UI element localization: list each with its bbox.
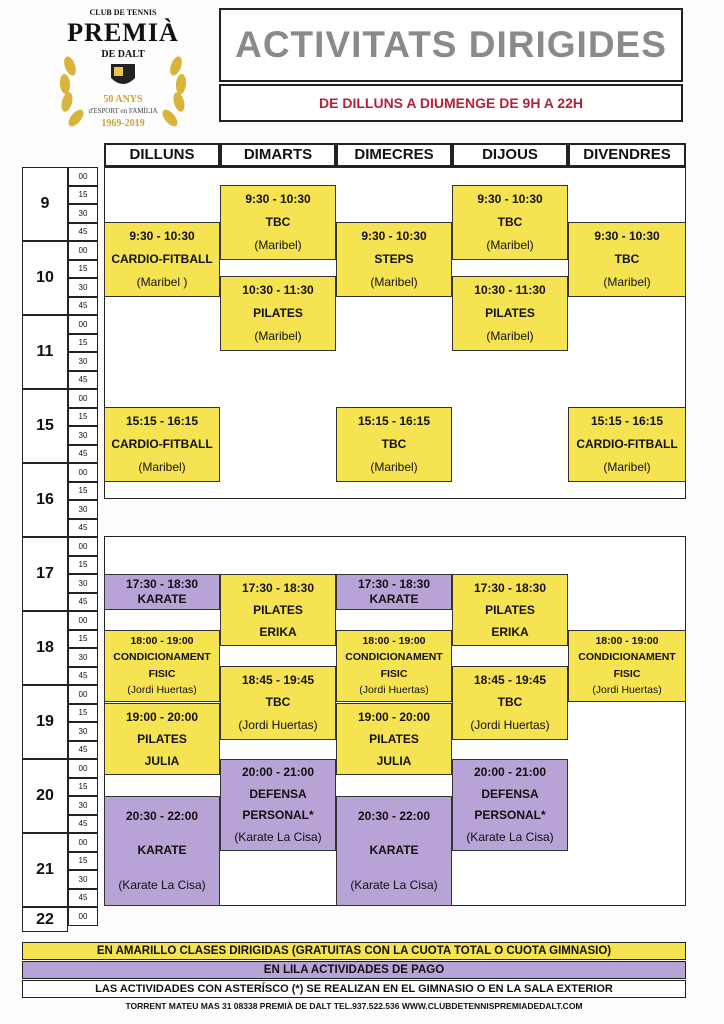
minute-label: 15 (68, 852, 98, 871)
activity-block (220, 666, 336, 740)
minute-label: 00 (68, 611, 98, 630)
activity-instructor: (Maribel) (370, 275, 418, 289)
minute-label: 45 (68, 741, 98, 760)
activity-time: 17:30 - 18:30 (473, 580, 547, 595)
activity-time: 9:30 - 10:30 (245, 192, 311, 206)
activity-name: TBC (497, 695, 523, 710)
activity-block (336, 407, 452, 482)
activity-time: 18:00 - 19:00 (595, 634, 659, 647)
hour-label: 17 (22, 537, 68, 611)
activity-name: KARATE (137, 843, 187, 858)
activity-time: 20:30 - 22:00 (357, 808, 431, 823)
legend-paid-activities: EN LILA ACTIVIDADES DE PAGO (22, 961, 686, 979)
minute-label: 00 (68, 759, 98, 778)
activity-time: 18:00 - 19:00 (130, 634, 194, 647)
minute-label: 45 (68, 445, 98, 464)
activity-time: 15:15 - 16:15 (590, 414, 664, 428)
minute-label: 30 (68, 722, 98, 741)
activity-instructor: (Maribel ) (136, 275, 188, 289)
hour-label: 22 (22, 907, 68, 932)
activity-block (104, 703, 220, 775)
activity-time: 18:45 - 19:45 (473, 672, 547, 687)
minute-label: 30 (68, 352, 98, 371)
activity-instructor: (Jordi Huertas) (592, 684, 662, 697)
minute-label: 45 (68, 815, 98, 834)
activity-block (220, 574, 336, 646)
logo-subname: DE DALT (101, 49, 145, 60)
minute-label: 00 (68, 167, 98, 186)
activity-instructor: (Jordi Huertas) (127, 684, 197, 697)
activity-time: 19:00 - 20:00 (357, 709, 431, 724)
activity-time: 9:30 - 10:30 (129, 229, 195, 243)
hour-label: 15 (22, 389, 68, 463)
footer-address: TORRENT MATEU MAS 31 08338 PREMIÀ DE DALT TEL.937.522.536 WWW.CLUBDETENNISPREMIADEDALT.COM (125, 1001, 583, 1011)
minute-label: 45 (68, 519, 98, 538)
minute-label: 30 (68, 426, 98, 445)
hour-label: 21 (22, 833, 68, 907)
minute-label: 30 (68, 796, 98, 815)
activity-name: FISIC (380, 667, 408, 680)
hour-label: 16 (22, 463, 68, 537)
activity-name: PERSONAL* (474, 808, 546, 823)
minute-label: 00 (68, 537, 98, 556)
activity-time: 15:15 - 16:15 (357, 414, 431, 428)
activity-name: CARDIO-FITBALL (111, 437, 213, 451)
hour-label: 18 (22, 611, 68, 685)
activity-instructor: (Karate La Cisa) (118, 878, 206, 893)
activity-time: 18:45 - 19:45 (241, 672, 315, 687)
activity-name: PILATES (253, 602, 303, 617)
minute-label: 30 (68, 574, 98, 593)
activity-block (104, 407, 220, 482)
minute-label: 30 (68, 648, 98, 667)
hour-label: 19 (22, 685, 68, 759)
activity-name: PILATES (485, 306, 535, 320)
activity-name: KARATE (369, 592, 419, 606)
activity-name: CONDICIONAMENT (113, 651, 211, 664)
activity-name: CONDICIONAMENT (345, 651, 443, 664)
activity-time: 18:00 - 19:00 (362, 634, 426, 647)
day-header-monday: DILLUNS (104, 143, 220, 167)
activity-block-paid (220, 759, 336, 851)
activity-name: TBC (381, 437, 407, 451)
minute-label: 15 (68, 186, 98, 205)
activity-instructor: ERIKA (491, 624, 529, 639)
minute-label: 45 (68, 593, 98, 612)
activity-name: CARDIO-FITBALL (576, 437, 678, 451)
minute-label: 30 (68, 278, 98, 297)
minute-label: 00 (68, 389, 98, 408)
legend-free-classes: EN AMARILLO CLASES DIRIGIDAS (GRATUITAS CON LA CUOTA TOTAL O CUOTA GIMNASIO) (22, 942, 686, 960)
activity-block (336, 630, 452, 702)
activity-instructor: (Maribel) (486, 238, 534, 252)
activity-block-paid (104, 574, 220, 610)
activity-block-paid (104, 796, 220, 906)
page-title: ACTIVITATS DIRIGIDES (235, 24, 667, 65)
activity-instructor: (Karate La Cisa) (350, 878, 438, 893)
activity-time: 19:00 - 20:00 (125, 709, 199, 724)
activity-time: 20:30 - 22:00 (125, 808, 199, 823)
activity-name: TBC (265, 695, 291, 710)
activity-name: PERSONAL* (242, 808, 314, 823)
activity-instructor: (Maribel) (603, 275, 651, 289)
activity-name: DEFENSA (481, 786, 539, 801)
minute-label: 00 (68, 833, 98, 852)
legend-asterisk-note: LAS ACTIVIDADES CON ASTERÍSCO (*) SE REALIZAN EN EL GIMNASIO O EN LA SALA EXTERIOR (22, 980, 686, 998)
activity-name: DEFENSA (249, 786, 307, 801)
activity-name: KARATE (369, 843, 419, 858)
minute-label: 45 (68, 223, 98, 242)
day-header-wednesday: DIMECRES (336, 143, 452, 167)
activity-time: 17:30 - 18:30 (241, 580, 315, 595)
activity-name: PILATES (369, 731, 419, 746)
activity-name: TBC (497, 215, 523, 229)
minute-label: 15 (68, 408, 98, 427)
activity-instructor: (Karate La Cisa) (466, 829, 554, 844)
activity-name: TBC (614, 252, 640, 266)
minute-label: 45 (68, 667, 98, 686)
activity-name: PILATES (137, 731, 187, 746)
activity-time: 9:30 - 10:30 (361, 229, 427, 243)
activity-block (452, 574, 568, 646)
activity-time: 20:00 - 21:00 (241, 765, 315, 780)
day-header-friday: DIVENDRES (568, 143, 686, 167)
activity-block-paid (452, 759, 568, 851)
minute-label: 15 (68, 778, 98, 797)
minute-label: 15 (68, 556, 98, 575)
activity-instructor: (Maribel) (486, 329, 534, 343)
logo-anniversary: 50 ANYS (103, 94, 143, 105)
activity-time: 10:30 - 11:30 (242, 283, 314, 297)
activity-block (568, 630, 686, 702)
activity-block (452, 185, 568, 260)
activity-block (104, 630, 220, 702)
activity-name: CONDICIONAMENT (578, 651, 676, 664)
activity-time: 10:30 - 11:30 (474, 283, 546, 297)
minute-label: 15 (68, 704, 98, 723)
activity-name: CARDIO-FITBALL (111, 252, 213, 266)
club-logo (48, 6, 198, 138)
activity-block-paid (336, 796, 452, 906)
activity-name: FISIC (613, 667, 641, 680)
logo-name: PREMIÀ (67, 18, 179, 47)
hour-label: 20 (22, 759, 68, 833)
activity-block (104, 222, 220, 297)
minute-label: 30 (68, 870, 98, 889)
subtitle-box (219, 84, 683, 122)
minute-label: 00 (68, 463, 98, 482)
activity-instructor: JULIA (144, 753, 180, 768)
logo-motto: d'ESPORT en FAMÍLIA (88, 107, 158, 115)
activity-block (568, 407, 686, 482)
activity-block (568, 222, 686, 297)
activity-time: 17:30 - 18:30 (357, 577, 431, 591)
activity-name: STEPS (374, 252, 414, 266)
activity-time: 9:30 - 10:30 (594, 229, 660, 243)
minute-label: 30 (68, 500, 98, 519)
hour-label: 9 (22, 167, 68, 241)
activity-name: PILATES (253, 306, 303, 320)
activity-block (336, 703, 452, 775)
activity-instructor: (Jordi Huertas) (238, 718, 318, 733)
activity-instructor: (Maribel) (254, 238, 302, 252)
activity-name: FISIC (148, 667, 176, 680)
minute-label: 30 (68, 204, 98, 223)
hour-label: 10 (22, 241, 68, 315)
activity-name: KARATE (137, 592, 187, 606)
activity-block (220, 185, 336, 260)
logo-years: 1969-2019 (101, 118, 145, 129)
day-header-thursday: DIJOUS (452, 143, 568, 167)
activity-time: 20:00 - 21:00 (473, 765, 547, 780)
activity-block (220, 276, 336, 351)
page-subtitle: DE DILLUNS A DIUMENGE DE 9H A 22H (319, 95, 583, 111)
activity-time: 17:30 - 18:30 (125, 577, 199, 591)
minute-label: 15 (68, 482, 98, 501)
activity-block (452, 666, 568, 740)
activity-instructor: JULIA (376, 753, 412, 768)
minute-label: 00 (68, 315, 98, 334)
activity-instructor: (Maribel) (138, 460, 186, 474)
activity-name: PILATES (485, 602, 535, 617)
minute-label: 15 (68, 260, 98, 279)
logo-club-text: CLUB DE TENNIS (89, 8, 157, 17)
minute-label: 00 (68, 907, 98, 926)
activity-instructor: (Maribel) (603, 460, 651, 474)
activity-block (452, 276, 568, 351)
minute-label: 45 (68, 889, 98, 908)
activity-time: 9:30 - 10:30 (477, 192, 543, 206)
minute-label: 00 (68, 241, 98, 260)
minute-label: 45 (68, 371, 98, 390)
activity-block (336, 222, 452, 297)
minute-label: 15 (68, 630, 98, 649)
activity-time: 15:15 - 16:15 (125, 414, 199, 428)
activity-instructor: (Jordi Huertas) (470, 718, 550, 733)
title-box (219, 8, 683, 82)
activity-instructor: ERIKA (259, 624, 297, 639)
activity-instructor: (Maribel) (254, 329, 302, 343)
minute-label: 00 (68, 685, 98, 704)
activity-instructor: (Jordi Huertas) (359, 684, 429, 697)
hour-label: 11 (22, 315, 68, 389)
activity-block-paid (336, 574, 452, 610)
activity-instructor: (Karate La Cisa) (234, 829, 322, 844)
minute-label: 45 (68, 297, 98, 316)
day-header-tuesday: DIMARTS (220, 143, 336, 167)
activity-instructor: (Maribel) (370, 460, 418, 474)
activity-name: TBC (265, 215, 291, 229)
minute-label: 15 (68, 334, 98, 353)
